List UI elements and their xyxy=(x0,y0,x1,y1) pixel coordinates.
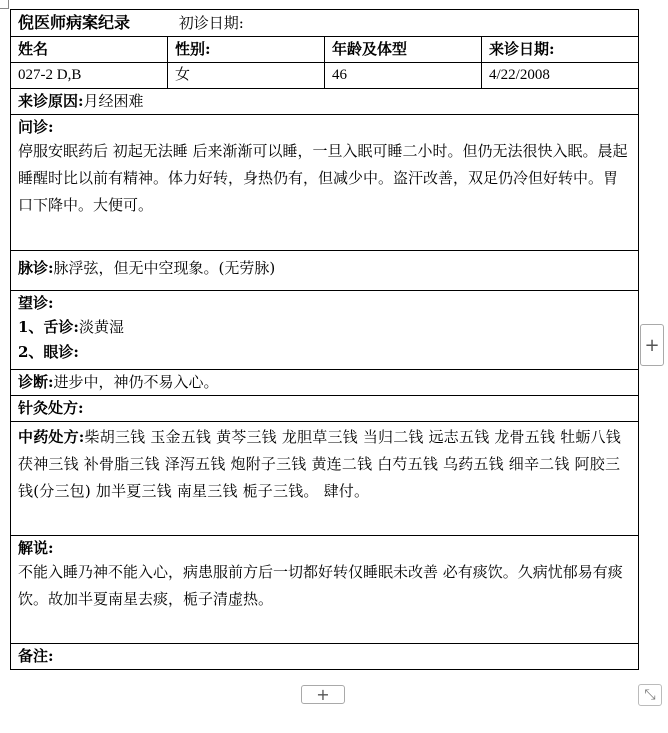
title-row xyxy=(11,10,639,37)
visit-reason-text: 月经困难 xyxy=(83,92,144,110)
tongue-label: 1、舌诊: xyxy=(18,318,79,336)
explanation-text: 不能入睡乃神不能入心，病患服前方后一切都好转仅睡眠未改善 必有痰饮。久病忧郁易有痰饮。故加半夏南星去痰，栀子清虚热。 xyxy=(18,563,623,608)
eye-label: 2、眼诊: xyxy=(18,343,79,361)
visit-date-header: 来诊日期: xyxy=(482,37,639,63)
gender-value[interactable]: 女 xyxy=(168,63,325,89)
explanation-label: 解说: xyxy=(18,539,54,557)
visit-reason-label: 来诊原因: xyxy=(18,92,84,110)
visit-date-value[interactable]: 4/22/2008 xyxy=(482,63,639,89)
inspection-cell[interactable] xyxy=(11,291,639,370)
resize-handle-icon[interactable]: ⤡ xyxy=(638,684,662,706)
medical-record-table xyxy=(10,9,639,670)
inspection-label: 望诊: xyxy=(18,294,54,312)
herbal-prescription-cell[interactable] xyxy=(11,422,639,536)
inquiry-cell[interactable] xyxy=(11,115,639,251)
record-title: 倪医师病案纪录 xyxy=(18,13,131,32)
notes-label: 备注: xyxy=(18,647,54,665)
age-value[interactable]: 46 xyxy=(325,63,482,89)
add-column-button[interactable]: + xyxy=(640,324,664,366)
pulse-label: 脉诊: xyxy=(18,259,54,277)
first-visit-date-label: 初诊日期: xyxy=(178,14,244,32)
page-corner-mark xyxy=(0,0,9,9)
diagnosis-label: 诊断: xyxy=(18,373,54,391)
pulse-cell[interactable] xyxy=(11,251,639,291)
age-header: 年龄及体型 xyxy=(325,37,482,63)
inquiry-label: 问诊: xyxy=(18,118,54,136)
tongue-text: 淡黄湿 xyxy=(78,318,124,336)
explanation-cell[interactable] xyxy=(11,536,639,644)
gender-header: 性别: xyxy=(168,37,325,63)
notes-cell[interactable] xyxy=(11,644,639,670)
diagnosis-cell[interactable] xyxy=(11,370,639,396)
acupuncture-label: 针灸处方: xyxy=(18,399,84,417)
diagnosis-text: 进步中，神仍不易入心。 xyxy=(53,373,219,391)
name-header: 姓名 xyxy=(11,37,168,63)
acupuncture-cell[interactable] xyxy=(11,396,639,422)
pulse-text: 脉浮弦，但无中空现象。(无劳脉) xyxy=(53,259,276,277)
herbal-text: 柴胡三钱 玉金五钱 黄芩三钱 龙胆草三钱 当归二钱 远志五钱 龙骨五钱 牡蛎八钱 茯神三钱 补骨脂三钱 泽泻五钱 炮附子三钱 黄连二钱 白芍五钱 乌药五钱 细辛二钱 阿胶三钱(分三包) 加半夏三钱 南星三钱 栀子三钱。 肆付。 xyxy=(18,428,621,500)
name-value[interactable]: 027-2 D,B xyxy=(11,63,168,89)
add-row-button[interactable]: + xyxy=(301,685,345,704)
inquiry-text: 停服安眠药后 初起无法睡 后来渐渐可以睡，一旦入眠可睡二小时。但仍无法很快入眠。晨起睡醒时比以前有精神。体力好转，身热仍有，但减少中。盗汗改善，双足仍冷但好转中。胃口下降中。大便可。 xyxy=(18,142,628,214)
visit-reason-cell[interactable] xyxy=(11,89,639,115)
herbal-label: 中药处方: xyxy=(18,428,85,446)
